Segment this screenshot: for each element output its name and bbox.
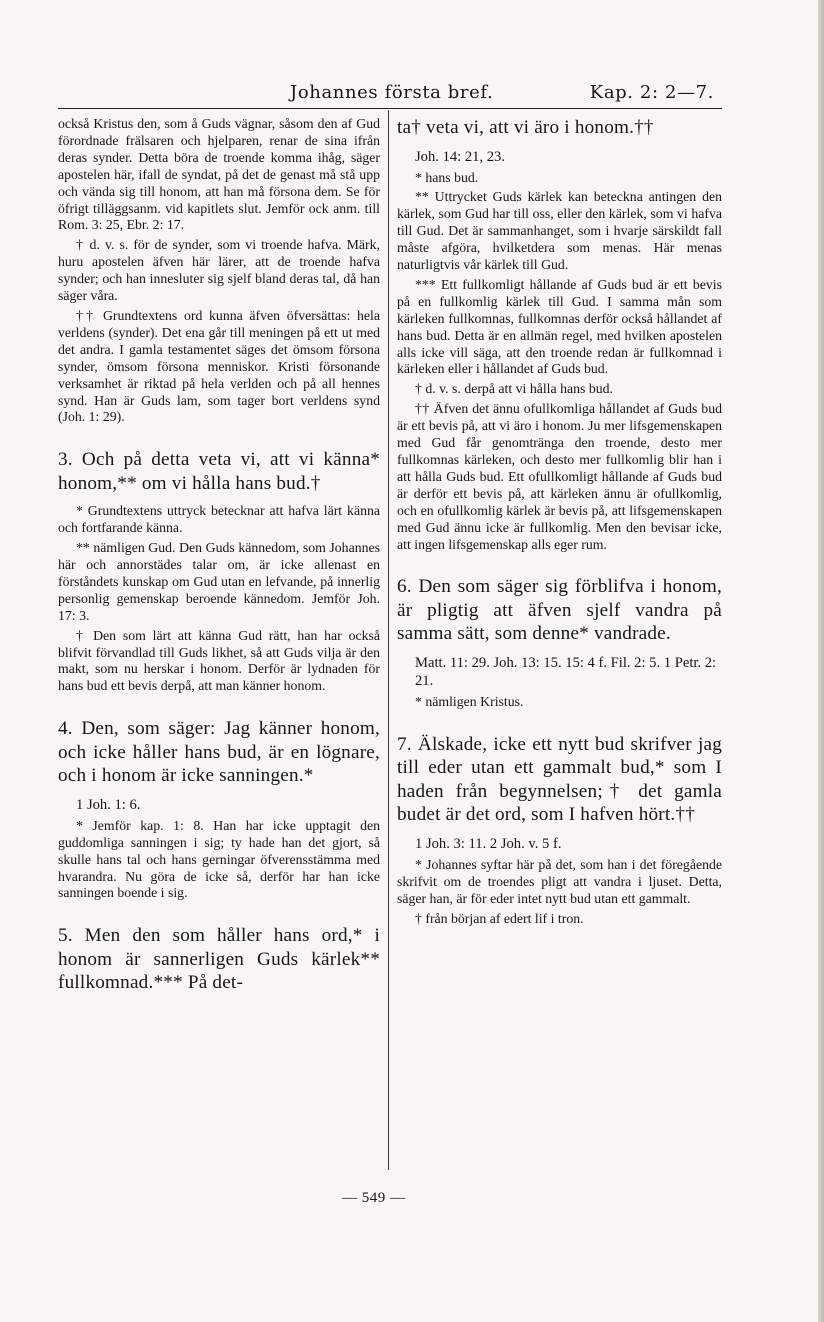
- verse-3-note-2: ** nämligen Gud. Den Guds kännedom, som Johannes här och annorstädes talar om, är icke allenast en förståndets kunskap om Gud utan en lefvande, på innerlig personlig gemenskap beroende kännedom. Jemför Joh. 17: 3.: [58, 540, 380, 623]
- verse-5-note-3: *** Ett fullkomligt hållande af Guds bud är ett bevis på en fullkomlig kärlek till Gud. I samma mån som kärleken fullkomnas, fullkomnas derför också hållandet af hans bud. Detta är en allmän regel, med hvilken apostelen alls icke vill säga, att den troende redan är fullkomnad i kärleken eller i hållandet af Guds bud.: [397, 276, 722, 377]
- verse-3-note-3: † Den som lärt att känna Gud rätt, han har också blifvit förvandlad till Guds likhet, så att Guds vilja är den makt, som nu herskar i honom. Derför är lydnaden för hans bud ett bevis derpå, att man känner honom.: [58, 627, 380, 694]
- verse-5-note-1: * hans bud.: [415, 169, 479, 185]
- verse-5-note-4: † d. v. s. derpå att vi hålla hans bud.: [415, 381, 613, 397]
- verse-5-note-2: ** Uttrycket Guds kärlek kan beteckna antingen den kärlek, som Gud har till oss, eller den kärlek, som vi hafva till Gud. Det är sammanhanget, som i hvarje särskildt fall måste afgöra, hvilketdera som menas. Här menas naturligtvis vår kärlek till Gud.: [397, 189, 722, 273]
- verse-7-note-2: † från början af edert lif i tron.: [415, 910, 584, 926]
- left-column: [58, 116, 380, 1003]
- page-number: — 549 —: [342, 1190, 406, 1206]
- verse-6: 6. Den som säger sig förblifva i honom, är pligtig att äfven sjelf vandra på samma sätt, som denne* vandrade.: [397, 576, 722, 645]
- verse-7: 7. Älskade, icke ett nytt bud skrifver jag till eder utan ett gammalt bud,* som I haden från begynnelsen;† det gamla budet är det ord, som I hafven hört.††: [397, 733, 722, 826]
- verse-5-continued: ta† veta vi, att vi äro i honom.††: [397, 117, 654, 138]
- verse-5-note-5: †† Äfven det ännu ofullkomliga hållandet af Guds bud är ett bevis på, att vi äro i honom. Ju mer lifsgemenskapen med Gud får genomtränga den troende, desto mer fullkomnas kärleken, och desto mer fullkomlig blir han i att hålla Guds bud. Ett ofullkomligt hållande af Guds bud är derför ett bevis på, att kärleken ännu är ofullkomlig, och en ofullkomlig kärlek är bevis på, att lifsgemenskapen med Gud ännu icke är fullkomlig. Men den bevisar icke, att ingen lifsgemenskap alls eger rum.: [397, 401, 722, 552]
- chapter-reference: Kap. 2: 2—7.: [589, 82, 714, 103]
- verse-6-reference: Matt. 11: 29. Joh. 13: 15. 15: 4 f. Fil. 2: 5. 1 Petr. 2: 21.: [415, 654, 717, 689]
- verse-4: 4. Den, som säger: Jag känner honom, och icke håller hans bud, är en lögnare, och i honom är icke sanningen.*: [58, 718, 380, 787]
- intro-note: också Kristus den, som å Guds vägnar, såsom den af Gud förordnade frälsaren och hjelparen, renar de sina ifrån deras synder. Detta böra de troende komma ihåg, säger apostelen här, ifall de syndat, på det de genast må stå upp och vända sig till honom, att han må försona dem. Se för öfrigt tilläggsanm. vid kapitlets slut. Jemför ock anm. till Rom. 3: 25, Ebr. 2: 17.: [58, 116, 380, 233]
- verse-7-reference: 1 Joh. 3: 11. 2 Joh. v. 5 f.: [415, 835, 562, 852]
- verse-5: 5. Men den som håller hans ord,* i honom är sannerligen Guds kärlek** fullkomnad.*** På det-: [58, 925, 380, 994]
- verse-4-reference: 1 Joh. 1: 6.: [76, 796, 141, 813]
- page-edge: [818, 0, 824, 1322]
- running-header: [58, 78, 718, 108]
- verse-5-reference: Joh. 14: 21, 23.: [415, 148, 505, 165]
- verse-3-note-1: * Grundtextens uttryck betecknar att hafva lärt känna och fortfarande känna.: [58, 503, 380, 536]
- right-column: [397, 116, 722, 927]
- column-divider: [388, 110, 389, 1170]
- verse-7-note-1: * Johannes syftar här på det, som han i det föregående skrifvit om de troendes pligt att vandra i ljuset. Detta, säger han, är för eder intet nytt bud utan ett gammalt.: [397, 856, 722, 906]
- header-rule: [58, 108, 722, 109]
- verse-4-note: * Jemför kap. 1: 8. Han har icke upptagit den guddomliga sanningen i sig; ty hade han det gjort, så skulle hans tal och hans gerningar öfverensstämma med hvarandra. Nu göra de icke så, derför har han icke sanningen boende i sig.: [58, 817, 380, 901]
- verse-6-note: * nämligen Kristus.: [415, 693, 524, 709]
- book-title: Johannes första bref.: [290, 82, 494, 103]
- verse-3: 3. Och på detta veta vi, att vi känna* honom,** om vi hålla hans bud.†: [58, 449, 380, 494]
- double-dagger-note: †† Grundtextens ord kunna äfven öfversättas: hela verldens (synder). Det ena går till meningen på ett ut med det andra. I gamla testamentet säges det ömsom försona synder, ömsom försona menniskor. Kristi försonande verksamhet är riktad på hela verlden och på all hennes synd. Han är Guds lam, som tager bort verldens synd (Joh. 1: 29).: [58, 307, 380, 425]
- dagger-note: † d. v. s. för de synder, som vi troende hafva. Märk, huru apostelen äfven här lärer, att de troende hafva synder; och han innesluter sig sjelf bland deras tal, då han säger våra.: [58, 237, 380, 304]
